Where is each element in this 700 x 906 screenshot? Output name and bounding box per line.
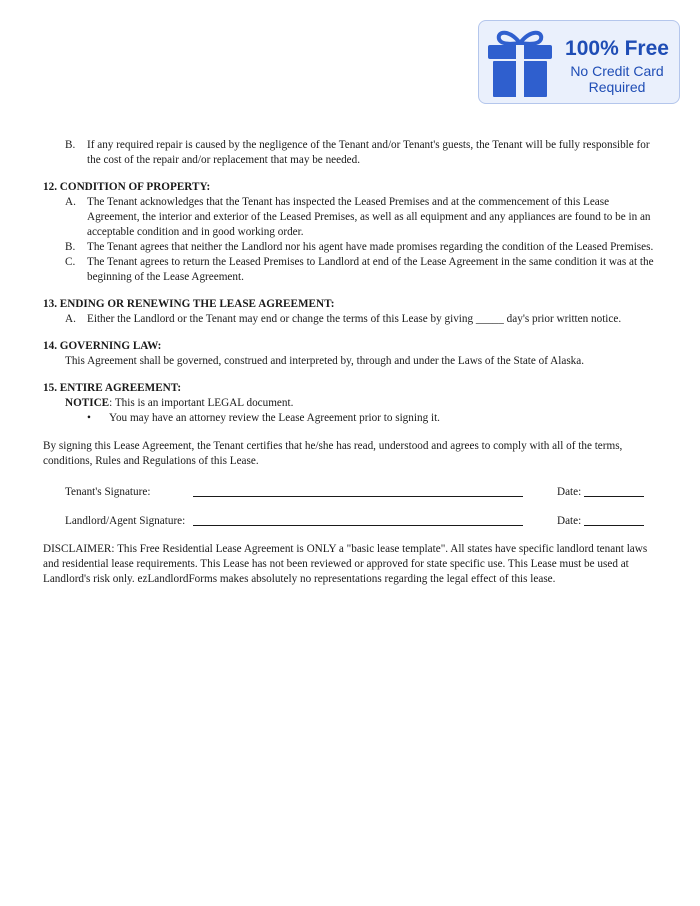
landlord-signature-row	[43, 514, 658, 529]
section15-heading: 15. ENTIRE AGREEMENT:	[43, 382, 182, 394]
bullet-marker: •	[87, 412, 91, 424]
item-text: Either the Landlord or the Tenant may end or change the terms of this Lease by giving _____ day's prior written notice.	[87, 313, 622, 325]
item-label: A.	[65, 313, 76, 325]
free-badge[interactable]	[478, 20, 680, 104]
item-text: The Tenant agrees that neither the Landlord nor his agent have made promises regarding the condition of the Leased Premises.	[87, 241, 654, 253]
section14-heading: 14. GOVERNING LAW:	[43, 340, 162, 352]
item-label: B.	[65, 241, 76, 253]
badge-subtitle-line2: Required	[588, 79, 646, 95]
badge-subtitle	[559, 63, 675, 95]
notice-label: NOTICE	[65, 397, 110, 409]
item-label: C.	[65, 256, 76, 268]
certification-text: By signing this Lease Agreement, the Tenant certifies that he/she has read, understood and agrees to comply with all of the terms, conditions, Rules and Regulations of this Lease.	[43, 440, 623, 467]
attorney-bullet	[43, 411, 658, 426]
landlord-date-label: Date:	[557, 515, 582, 527]
tenant-signature-field[interactable]	[193, 485, 523, 497]
item-label: A.	[65, 196, 76, 208]
section12-item-a	[43, 195, 658, 240]
section12-heading: 12. CONDITION OF PROPERTY:	[43, 181, 211, 193]
landlord-signature-field[interactable]	[193, 514, 523, 526]
tenant-date-label: Date:	[557, 486, 582, 498]
badge-subtitle-line1: No Credit Card	[570, 63, 664, 79]
section11-item-b	[43, 138, 658, 168]
bullet-text: You may have an attorney review the Lease Agreement prior to signing it.	[109, 412, 440, 424]
gift-icon	[485, 27, 555, 99]
notice-text: : This is an important LEGAL document.	[109, 397, 294, 409]
item-text: The Tenant acknowledges that the Tenant has inspected the Leased Premises and at the commencement of this Lease Agreement, the interior and exterior of the Leased Premises, as well as all equipment and any appliances are found to be in an acceptable condition and in good working order.	[87, 196, 651, 238]
tenant-date-field[interactable]	[584, 485, 644, 497]
landlord-date-field[interactable]	[584, 514, 644, 526]
tenant-signature-row	[43, 485, 658, 500]
item-text: If any required repair is caused by the negligence of the Tenant and/or Tenant's guests, the Tenant will be fully responsible for the cost of the repair and/or replacement that may be needed.	[87, 139, 650, 166]
badge-title: 100% Free	[565, 37, 669, 60]
disclaimer-text: DISCLAIMER: This Free Residential Lease Agreement is ONLY a "basic lease template". All states have specific landlord tenant laws and residential lease requirements. This Lease has not been reviewed or approved for state specific use. This Lease must be used at Landlord's risk only. ezLandlordForms makes absolutely no representations regarding the legal effect of this lease.	[43, 543, 648, 585]
section14-text: This Agreement shall be governed, construed and interpreted by, through and under the Laws of the State of Alaska.	[65, 355, 585, 367]
section13-item-a	[43, 312, 658, 327]
section13-heading: 13. ENDING OR RENEWING THE LEASE AGREEMENT:	[43, 298, 335, 310]
landlord-signature-label: Landlord/Agent Signature:	[65, 515, 186, 527]
section12-item-b	[43, 240, 658, 255]
tenant-signature-label: Tenant's Signature:	[65, 486, 151, 498]
item-label: B.	[65, 139, 76, 151]
item-text: The Tenant agrees to return the Leased Premises to Landlord at end of the Lease Agreement in the same condition it was at the beginning of the Lease Agreement.	[87, 256, 654, 283]
section12-item-c	[43, 255, 658, 285]
lease-document	[43, 138, 658, 587]
notice-line	[43, 396, 658, 411]
